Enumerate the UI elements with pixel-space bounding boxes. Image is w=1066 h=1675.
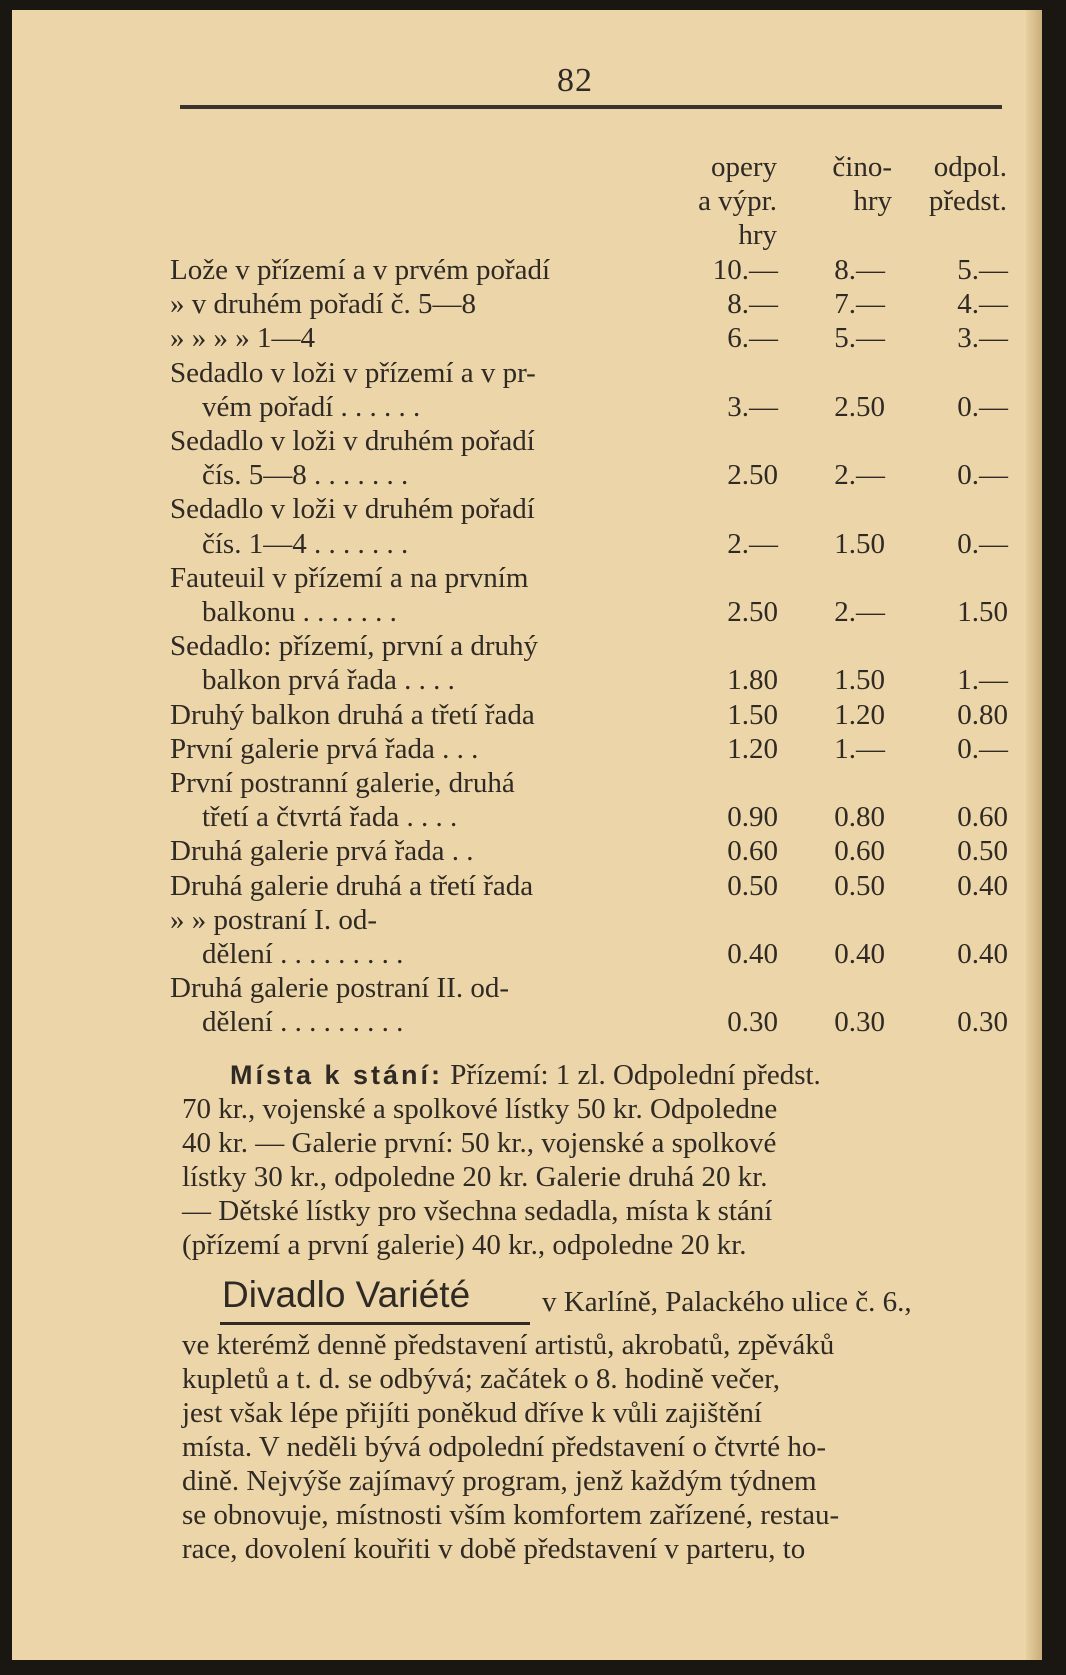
price-cell: 0.40 [957,869,1008,902]
price-cell: 0.40 [834,938,885,970]
row-label: dělení . . . . . . . . . [202,938,404,970]
column-header-line: opery [710,151,777,183]
standing-line: — Dětské lístky pro všechna sedadla, místa k stání [182,1195,773,1227]
price-cell: 2.— [727,527,778,560]
column-header-odpol [897,150,1007,218]
standing-line: 70 kr., vojenské a spolkové lístky 50 kr. Odpoledne [182,1093,778,1125]
price-cell: 2.— [834,596,885,628]
row-label: čís. 5—8 . . . . . . . [202,459,409,492]
row-label: Sedadlo: přízemí, první a druhý [170,630,539,663]
standing-line: lístky 30 kr., odpoledne 20 kr. Galerie druhá 20 kr. [182,1161,768,1193]
price-cell: 1.— [834,732,885,765]
row-label: Lože v přízemí a v prvém pořadí [170,254,551,286]
table-row [170,630,1010,664]
table-row [170,562,1010,596]
standing-line: 40 kr. — Galerie první: 50 kr., vojenské a spolkové [182,1127,777,1159]
price-cell: 0.50 [957,835,1008,868]
table-row [170,493,1010,527]
price-cell: 2.50 [727,596,778,628]
body-line: se obnovuje, místnosti vším komfortem zařízené, restau- [182,1499,840,1531]
price-cell: 8.— [727,288,778,321]
row-label: třetí a čtvrtá řada . . . . [202,801,458,834]
row-label: balkonu . . . . . . . [202,596,397,628]
price-cell: 0.— [957,459,1008,492]
table-row [170,904,1010,938]
price-cell: 0.30 [834,1006,885,1039]
column-header-opery [662,150,777,252]
column-header-line: a výpr. [698,185,777,217]
price-cell: 5.— [834,322,885,355]
price-cell: 1.50 [957,596,1008,628]
price-cell: 0.80 [834,801,885,834]
price-cell: 2.— [834,459,885,492]
row-label: čís. 1—4 . . . . . . . [202,527,409,560]
row-label: dělení . . . . . . . . . [202,1006,404,1039]
row-label: » » postraní I. od- [170,903,377,936]
header-rule [180,105,1002,109]
price-cell: 0.30 [957,1006,1008,1039]
body-line: jest však lépe přijíti poněkud dříve k vůli zajištění [182,1397,762,1429]
row-label: První galerie prvá řada . . . [170,732,479,765]
price-cell: 7.— [834,288,885,321]
price-cell: 1.80 [727,664,778,697]
table-row [170,425,1010,459]
price-cell: 10.— [712,254,778,286]
price-cell: 0.40 [727,938,778,970]
table-row [170,459,1010,493]
price-cell: 2.50 [727,459,778,492]
price-cell: 0.— [957,527,1008,560]
row-label: První postranní galerie, druhá [170,767,515,799]
price-cell: 5.— [957,254,1008,286]
title-underline [220,1322,530,1325]
table-row [170,322,1010,356]
page-edge [1026,10,1042,1660]
price-cell: 1.20 [727,732,778,765]
row-label: » » » » 1—4 [170,322,315,355]
section-title-rest: v Karlíně, Palackého ulice č. 6., [542,1286,912,1318]
table-row [170,733,1010,767]
section-body [182,1328,1010,1566]
table-row [170,391,1010,425]
column-header-line: hry [738,219,777,251]
price-cell: 3.— [957,322,1008,355]
price-cell: 6.— [727,322,778,355]
price-cell: 0.60 [727,835,778,868]
row-label: Sedadlo v loži v druhém pořadí [170,493,535,526]
row-label: Sedadlo v loži v přízemí a v pr- [170,356,536,389]
standing-paragraph [182,1058,1010,1262]
table-row [170,528,1010,562]
section-title: Divadlo Variété [222,1274,471,1315]
column-header-line: odpol. [933,151,1007,183]
standing-lead: Místa k stání: [230,1060,444,1090]
standing-line [182,1058,1010,1092]
price-cell: 0.30 [727,1006,778,1039]
row-label: Sedadlo v loži v druhém pořadí [170,425,535,457]
column-header-line: čino- [832,151,892,183]
body-line: race, dovolení kouřiti v době představení v parteru, to [182,1533,806,1565]
price-cell: 0.— [957,390,1008,423]
price-cell: 1.— [957,664,1008,697]
body-line: místa. V neděli bývá odpolední představení o čtvrté ho- [182,1431,827,1463]
table-row [170,699,1010,733]
row-label: balkon prvá řada . . . . [202,664,455,697]
column-header-cinohry [782,150,892,218]
price-cell: 1.50 [834,664,885,697]
table-row [170,596,1010,630]
price-cell: 1.20 [834,698,885,731]
table-row [170,254,1010,288]
body-line: dině. Nejvýše zajímavý program, jenž každým týdnem [182,1465,817,1497]
table-row [170,357,1010,391]
table-row [170,1006,1010,1040]
row-label: » v druhém pořadí č. 5—8 [170,288,477,321]
table-row [170,972,1010,1006]
column-header-line: předst. [928,185,1007,217]
row-label: vém pořadí . . . . . . [202,390,421,423]
price-cell: 0.60 [957,801,1008,834]
table-row [170,801,1010,835]
row-label: Druhá galerie druhá a třetí řada [170,869,534,902]
table-row [170,938,1010,972]
row-label: Druhý balkon druhá a třetí řada [170,698,535,731]
book-page [12,10,1042,1660]
price-cell: 3.— [727,390,778,423]
standing-text: Přízemí: 1 zl. Odpolední předst. [443,1059,821,1091]
standing-line: (přízemí a první galerie) 40 kr., odpoledne 20 kr. [182,1229,747,1261]
price-cell: 8.— [834,254,885,286]
price-cell: 0.50 [834,869,885,902]
row-label: Fauteuil v přízemí a na prvním [170,561,529,594]
price-cell: 0.50 [727,869,778,902]
price-cell: 0.90 [727,801,778,834]
price-cell: 1.50 [834,527,885,560]
table-row [170,767,1010,801]
table-row [170,870,1010,904]
price-cell: 0.60 [834,835,885,868]
price-cell: 0.— [957,732,1008,765]
price-cell: 4.— [957,288,1008,321]
table-row [170,664,1010,698]
price-cell: 0.40 [957,938,1008,970]
price-cell: 0.80 [957,698,1008,731]
row-label: Druhá galerie postraní II. od- [170,972,510,1005]
price-cell: 1.50 [727,698,778,731]
body-line: ve kterémž denně představení artistů, akrobatů, zpěváků [182,1329,835,1361]
row-label: Druhá galerie prvá řada . . [170,835,474,868]
table-row [170,288,1010,322]
body-line: kupletů a t. d. se odbývá; začátek o 8. hodině večer, [182,1363,780,1395]
price-cell: 2.50 [834,390,885,423]
page-number: 82 [557,62,593,99]
table-row [170,835,1010,869]
column-header-line: hry [853,185,892,217]
